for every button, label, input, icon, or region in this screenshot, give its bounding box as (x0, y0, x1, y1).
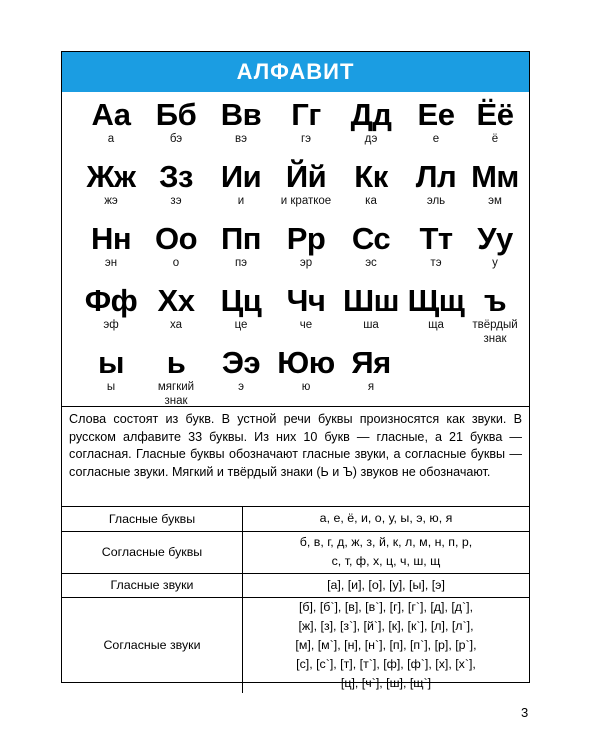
letter-cell (462, 160, 528, 208)
letter-glyph: Щщ (407, 283, 465, 318)
letter-name: я (367, 381, 375, 393)
table-value-line: [а], [и], [о], [у], [ы], [э] (327, 577, 445, 592)
letter-glyph: ы (98, 345, 124, 380)
letter-glyph: Мм (471, 159, 519, 194)
letter-glyph: Чч (286, 283, 326, 318)
letter-cell (78, 160, 144, 208)
letter-cell (273, 98, 339, 146)
letter-name: э (238, 381, 244, 393)
letter-name: эф (103, 319, 119, 331)
letter-name: жэ (104, 195, 118, 207)
letter-cell (338, 346, 404, 394)
letter-cell (78, 284, 144, 332)
letter-glyph: Ее (417, 97, 455, 132)
letter-name: а (107, 133, 115, 145)
letter-cell (78, 346, 144, 394)
letters-grid (62, 92, 529, 407)
letter-cell (208, 346, 274, 394)
table-value-line: с, т, ф, х, ц, ч, ш, щ (331, 554, 441, 568)
letter-cell (78, 98, 144, 146)
letter-glyph: Жж (86, 159, 136, 194)
table-row (62, 597, 529, 693)
letter-name: гэ (300, 133, 312, 145)
table-value-line: [ц], [ч`], [ш], [щ`] (340, 675, 432, 690)
letter-glyph: Нн (90, 221, 132, 256)
letter-glyph: Вв (220, 97, 262, 132)
letters-sounds-table (62, 507, 529, 693)
letter-glyph: Цц (220, 283, 262, 318)
letter-name: це (234, 319, 248, 331)
table-value-line: [б], [б`], [в], [в`], [г], [г`], [д], [д`], (298, 599, 474, 614)
letter-glyph: Ии (220, 159, 262, 194)
table-row-label: Согласные буквы (62, 531, 243, 573)
letter-glyph: Сс (351, 221, 391, 256)
letter-cell (338, 284, 404, 332)
letter-name: ха (169, 319, 183, 331)
letter-glyph: Пп (220, 221, 261, 256)
letter-name: у (492, 257, 498, 269)
letter-name: ка (365, 195, 377, 207)
letter-name: че (299, 319, 313, 331)
letter-name: твёрдый (472, 319, 518, 331)
alphabet-description: Слова состоят из букв. В устной речи буквы произносятся как звуки. В русском алфавите 33 буквы. Из них 10 букв — гласные, а 21 буква — согласная. Гласные буквы обозначают гласные звуки, а согласные буквы — согласные звуки. Мягкий и твёрдый знаки (Ь и Ъ) звуков не обозначают. (62, 407, 529, 507)
letter-name: эн (104, 257, 118, 269)
letter-glyph: Юю (277, 345, 335, 380)
letter-name: ща (428, 319, 444, 331)
letter-cell (273, 346, 339, 394)
letter-cell (208, 98, 274, 146)
letter-glyph: Яя (351, 345, 391, 380)
letter-name: пэ (234, 257, 248, 269)
letter-cell (143, 98, 209, 146)
letter-name: ы (106, 381, 116, 393)
letter-glyph: Аа (91, 97, 131, 132)
letter-name: мягкий (157, 381, 195, 393)
letter-name: ё (491, 133, 499, 145)
letter-cell (143, 284, 209, 332)
letter-cell (403, 284, 469, 332)
page-title: АЛФАВИТ (62, 52, 529, 92)
table-row-label: Гласные буквы (62, 507, 243, 531)
table-value-line: [м], [м`], [н], [н`], [п], [п`], [р], [р`], (295, 637, 477, 652)
letter-name: ша (363, 319, 379, 331)
letter-glyph: Зз (159, 159, 193, 194)
letter-cell (338, 160, 404, 208)
letter-cell (403, 222, 469, 270)
table-value-line: б, в, г, д, ж, з, й, к, л, м, н, п, р, (299, 535, 473, 549)
letter-glyph: Дд (350, 97, 392, 132)
letter-glyph: Ээ (221, 345, 261, 380)
letter-name: знак (483, 333, 507, 345)
letter-glyph: Фф (84, 283, 138, 318)
letter-cell (273, 160, 339, 208)
letter-cell (208, 222, 274, 270)
letter-cell (462, 284, 528, 346)
letter-cell (208, 284, 274, 332)
letter-name: эль (426, 195, 446, 207)
letter-cell (338, 222, 404, 270)
table-value-line: [ж], [з], [з`], [й`], [к], [к`], [л], [л`], (298, 618, 474, 633)
letter-name: и краткое (280, 195, 332, 207)
letter-cell (462, 222, 528, 270)
letter-glyph: ъ (483, 283, 507, 318)
letter-cell (143, 346, 209, 408)
letter-glyph: Шш (343, 283, 399, 318)
letter-name: знак (164, 395, 188, 407)
letter-glyph: Кк (354, 159, 388, 194)
letter-name: зэ (170, 195, 182, 207)
letter-cell (403, 160, 469, 208)
table-row-label: Гласные звуки (62, 573, 243, 597)
table-row (62, 573, 529, 597)
letter-name: бэ (169, 133, 183, 145)
letter-cell (273, 222, 339, 270)
letter-cell (143, 160, 209, 208)
table-row (62, 531, 529, 573)
table-row-values (243, 507, 530, 531)
letter-glyph: Тт (419, 221, 453, 256)
letter-name: ю (301, 381, 311, 393)
table-row-values (243, 531, 530, 573)
table-row-values (243, 573, 530, 597)
letter-cell (273, 284, 339, 332)
alphabet-card (61, 51, 530, 690)
table-row-label: Согласные звуки (62, 597, 243, 693)
letter-name: е (432, 133, 440, 145)
letter-glyph: Рр (286, 221, 326, 256)
letter-name: и (237, 195, 245, 207)
letter-glyph: Лл (415, 159, 457, 194)
letter-cell (403, 98, 469, 146)
letter-glyph: Гг (291, 97, 321, 132)
page-number: 3 (521, 705, 529, 720)
letter-glyph: Оо (154, 221, 198, 256)
letter-name: эр (299, 257, 313, 269)
letter-name: тэ (430, 257, 442, 269)
table-row (62, 507, 529, 531)
letter-glyph: Йй (285, 159, 327, 194)
letter-glyph: Ёё (476, 97, 514, 132)
letter-name: дэ (364, 133, 378, 145)
table-value-line: [с], [с`], [т], [т`], [ф], [ф`], [х], [х`], (296, 656, 476, 671)
letter-cell (462, 98, 528, 146)
letter-cell (208, 160, 274, 208)
letter-glyph: Хх (157, 283, 195, 318)
table-value-line: а, е, ё, и, о, у, ы, э, ю, я (319, 511, 453, 526)
table-row-values (243, 597, 530, 693)
letter-cell (143, 222, 209, 270)
letter-glyph: Бб (155, 97, 197, 132)
letter-glyph: ь (166, 345, 186, 380)
letter-glyph: Уу (477, 221, 513, 256)
letter-name: эс (365, 257, 377, 269)
letter-cell (338, 98, 404, 146)
letter-name: о (172, 257, 180, 269)
letter-cell (78, 222, 144, 270)
letter-name: вэ (235, 133, 247, 145)
letter-name: эм (488, 195, 502, 207)
